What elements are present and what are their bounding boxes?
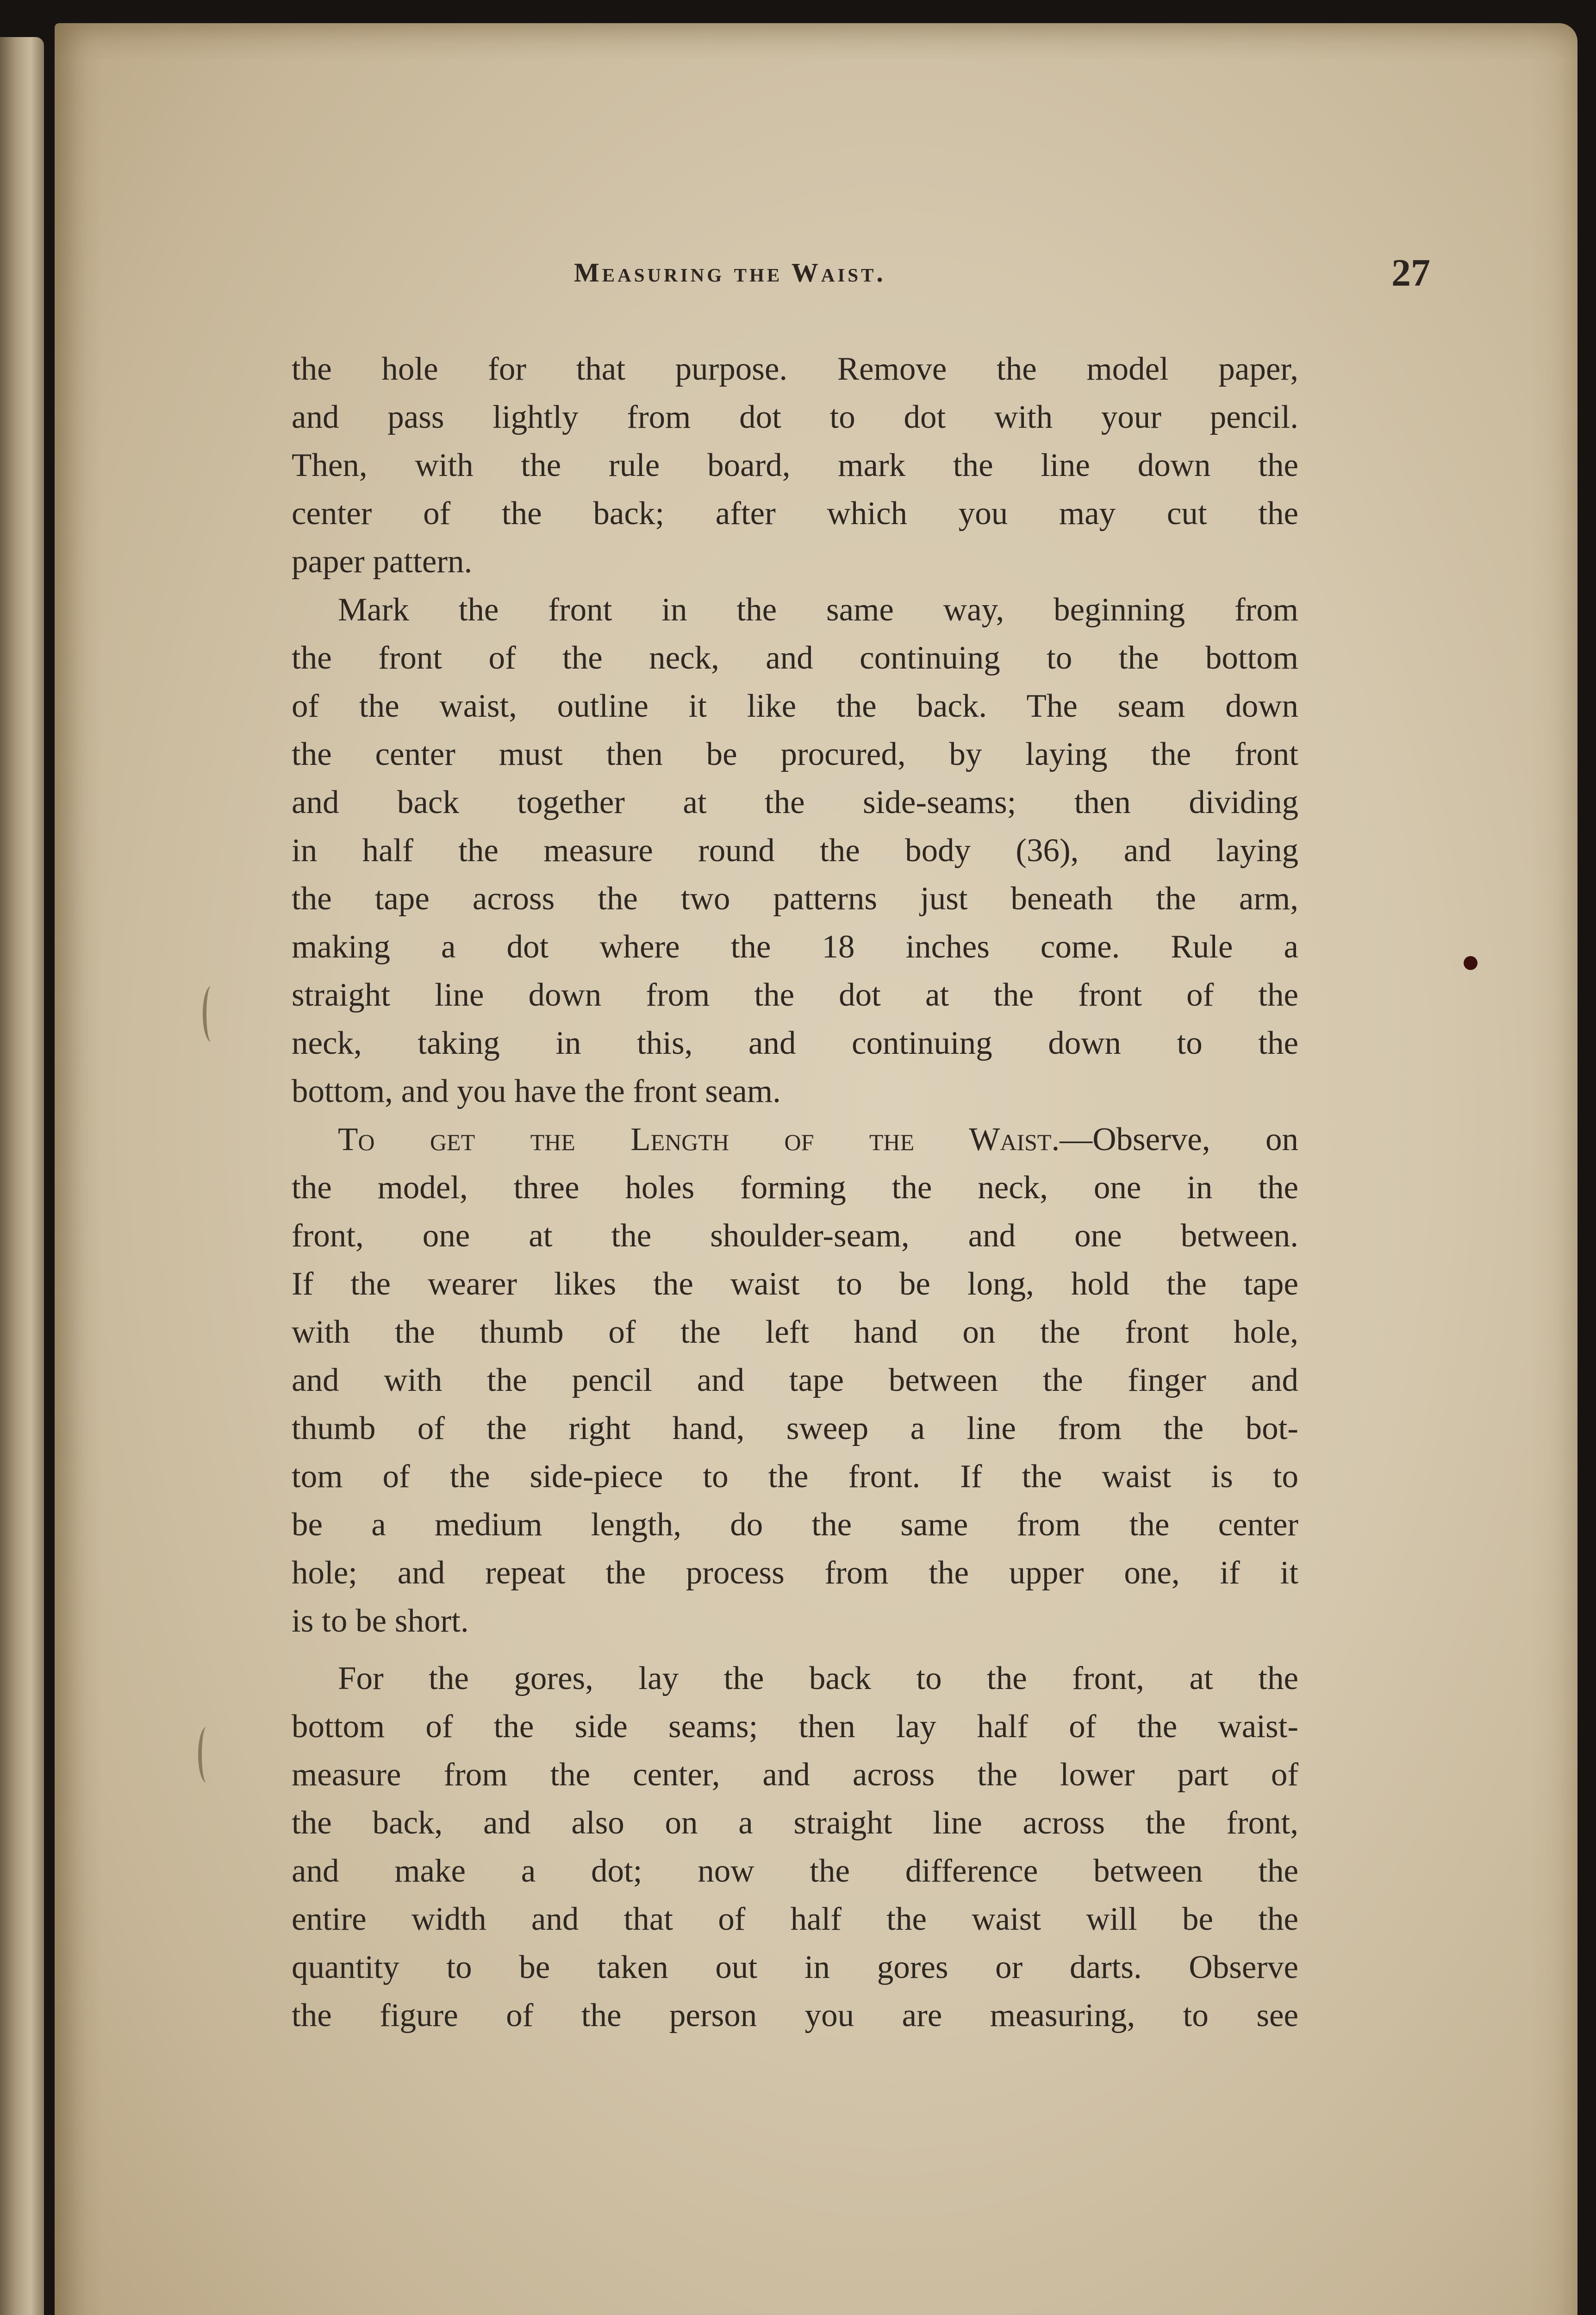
text-line: and back together at the side-seams; then dividing [292, 784, 1298, 820]
text-line: tom of the side-piece to the front. If the waist is to [292, 1458, 1298, 1495]
text-line: bottom, and you have the front seam. [292, 1073, 781, 1109]
text-line: the front of the neck, and continuing to the bottom [292, 640, 1298, 676]
text-line: Mark the front in the same way, beginning from [338, 592, 1298, 628]
text-line: bottom of the side seams; then lay half of the waist- [292, 1708, 1298, 1745]
text-line: straight line down from the dot at the front of the [292, 977, 1298, 1013]
text-line: the figure of the person you are measuring, to see [292, 1997, 1298, 2033]
text-line: the back, and also on a straight line across the front, [292, 1805, 1298, 1841]
text-line: Then, with the rule board, mark the line down the [292, 447, 1298, 483]
paragraph-1 [292, 345, 1298, 586]
section-heading: To get the Length of the Waist. [338, 1121, 1060, 1158]
text-line: with the thumb of the left hand on the front hole, [292, 1314, 1298, 1350]
text-line: in half the measure round the body (36), and laying [292, 832, 1298, 869]
page-header [574, 251, 1430, 299]
text-line: be a medium length, do the same from the center [292, 1507, 1298, 1543]
facing-page-edge [0, 37, 44, 2315]
page-damage-mark [198, 1727, 215, 1783]
paragraph-2 [292, 586, 1298, 1115]
text-line: center of the back; after which you may cut the [292, 495, 1298, 532]
body-text [292, 345, 1298, 2040]
text-line: entire width and that of half the waist will be the [292, 1901, 1298, 1937]
text-line: the center must then be procured, by laying the front [292, 736, 1298, 772]
page-number: 27 [1391, 251, 1430, 294]
text-line: quantity to be taken out in gores or darts. Observe [292, 1949, 1298, 1985]
text-line: is to be short. [292, 1603, 469, 1639]
text-line: For the gores, lay the back to the front, at the [338, 1660, 1298, 1696]
running-title: Measuring the Waist. [574, 257, 886, 288]
text-line [292, 1115, 1298, 1164]
text-line: of the waist, outline it like the back. The seam down [292, 688, 1298, 724]
text-line: paper pattern. [292, 544, 473, 580]
text-line: making a dot where the 18 inches come. Rule a [292, 929, 1298, 965]
paragraph-gap [292, 1645, 1298, 1654]
text-line: the model, three holes forming the neck, one in the [292, 1170, 1298, 1206]
ink-spot [1464, 956, 1478, 970]
page-damage-mark [203, 986, 219, 1042]
text-fragment: —Observe, on [1060, 1121, 1299, 1158]
text-line: measure from the center, and across the lower part of [292, 1757, 1298, 1793]
paragraph-3 [292, 1115, 1298, 1645]
text-line: If the wearer likes the waist to be long, hold the tape [292, 1266, 1298, 1302]
text-line: the hole for that purpose. Remove the model paper, [292, 351, 1298, 387]
text-line: the tape across the two patterns just beneath the arm, [292, 881, 1298, 917]
text-line: neck, taking in this, and continuing down to the [292, 1025, 1298, 1061]
text-line: and pass lightly from dot to dot with your pencil. [292, 399, 1298, 435]
text-line: and with the pencil and tape between the finger and [292, 1362, 1298, 1398]
text-line: thumb of the right hand, sweep a line from the bot- [292, 1410, 1298, 1446]
text-line: front, one at the shoulder-seam, and one between. [292, 1218, 1298, 1254]
text-line: hole; and repeat the process from the upper one, if it [292, 1555, 1298, 1591]
paragraph-4 [292, 1645, 1298, 2040]
text-line: and make a dot; now the difference between the [292, 1853, 1298, 1889]
